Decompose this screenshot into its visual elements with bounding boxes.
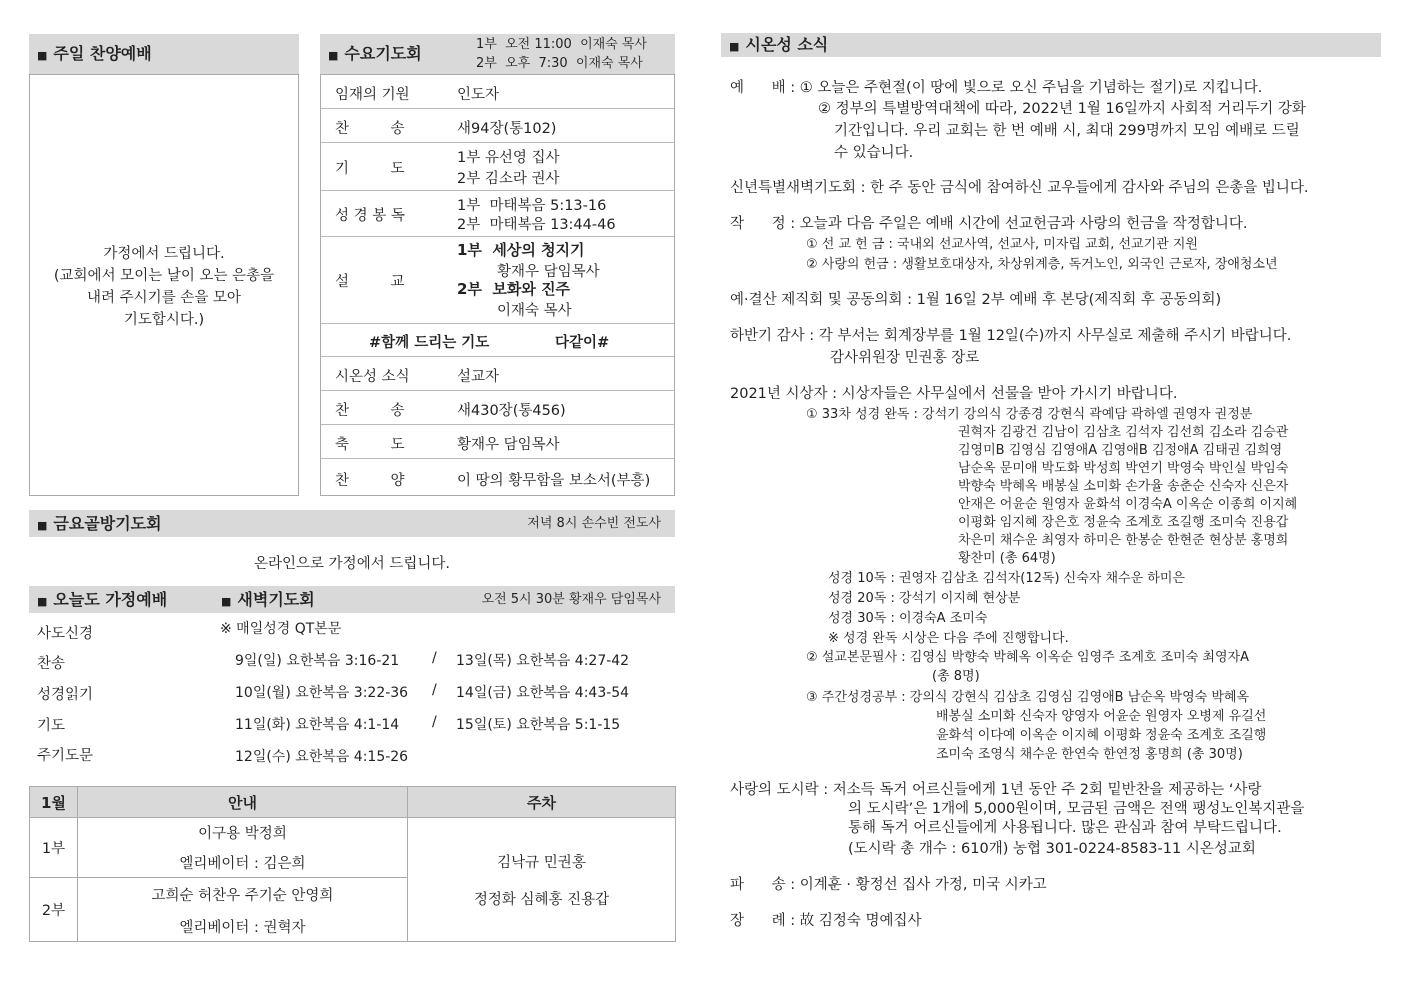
news-line: ① 선 교 헌 금 : 국내외 선교사역, 선교사, 미자립 교회, 선교기관 지원 xyxy=(806,237,1198,252)
sunday-line: (교회에서 모이는 날이 오는 은총을 xyxy=(53,268,275,284)
sunday-title: 주일 찬양예배 xyxy=(53,44,152,63)
news-line: 성경 30독 : 이경숙A 조미숙 xyxy=(828,611,988,626)
wed-row: 찬 송 새94장(통102) xyxy=(321,109,674,143)
wed-row: 찬 양 이 땅의 황무함을 보소서(부흥) xyxy=(335,473,651,489)
news-line: 배봉실 소미화 신숙자 양영자 어윤순 원영자 오병제 유길선 xyxy=(936,709,1267,724)
home-item: 사도신경 xyxy=(37,626,94,642)
news-line: 안재은 어윤순 원영자 윤화석 이경숙A 이옥순 이종희 이지혜 xyxy=(958,497,1298,512)
duty-guide: 이구용 박정희 xyxy=(78,818,408,848)
wed-row: 설 교 1부 세상의 청지기 황재우 담임목사 2부 보화와 진주 이재숙 목사 xyxy=(321,237,674,324)
bullet-square-icon: ■ xyxy=(37,49,48,62)
news-line: 2021년 시상자 : 시상자들은 사무실에서 선물을 받아 가시기 바랍니다. xyxy=(730,386,1178,402)
news-line: ② 설교본문필사 : 김영심 박향숙 박혜옥 이옥순 임영주 조계호 조미숙 최영자A xyxy=(806,650,1249,665)
news-line: 조미숙 조영식 채수운 한연숙 한연정 홍명희 (총 30명) xyxy=(936,747,1243,762)
news-line: 의 도시락’은 1개에 5,000원이며, 모금된 금액은 전액 팽성노인복지관을 xyxy=(848,801,1305,817)
news-line: 신년특별새벽기도회 : 한 주 동안 금식에 참여하신 교우들에게 감사와 주님의 은총을 빕니다. xyxy=(730,180,1309,196)
wed-row: 성 경 봉 독 1부 마태복음 5:13-16 2부 마태복음 13:44-46 xyxy=(321,191,674,237)
friday-leader: 저녁 8시 손수빈 전도사 xyxy=(527,516,661,531)
dawn-note: ※ 매일성경 QT본문 xyxy=(220,621,342,637)
wed-time-1: 1부 오전 11:00 이재숙 목사 xyxy=(476,37,647,52)
news-line: 박향숙 박혜옥 배봉실 소미화 손가율 송춘순 신숙자 신은자 xyxy=(958,479,1289,494)
news-line: 통해 독거 어르신들에게 사용됩니다. 많은 관심과 참여 부탁드립니다. xyxy=(848,820,1282,836)
wed-row: 찬 송 새430장(통456) xyxy=(321,391,674,425)
wed-row: 시온성 소식 설교자 xyxy=(321,357,674,391)
duty-parking: 김낙규 민권홍 정정화 심혜홍 진용갑 xyxy=(408,818,676,942)
home-item: 성경읽기 xyxy=(37,687,94,703)
bullet-square-icon: ■ xyxy=(729,40,740,53)
dawn-leader: 오전 5시 30분 황재우 담임목사 xyxy=(481,592,661,607)
news-line: 황찬미 (총 64명) xyxy=(958,551,1056,566)
news-line: 예 배 : ① 오늘은 주현절(이 땅에 빛으로 오신 주님을 기념하는 절기)로 지킵니다. xyxy=(730,80,1263,96)
news-line: 작 정 : 오늘과 다음 주일은 예배 시간에 선교헌금과 사랑의 헌금을 작정합니다. xyxy=(730,216,1248,232)
dawn-title: 새벽기도회 xyxy=(237,590,315,609)
sunday-line: 가정에서 드립니다. xyxy=(103,246,225,262)
duty-part: 1부 xyxy=(30,818,78,878)
news-line: 파 송 : 이계훈 · 황정선 집사 가정, 미국 시카고 xyxy=(730,877,1047,893)
home-item: 찬송 xyxy=(37,656,66,672)
duty-month-header: 1월 xyxy=(30,787,78,818)
news-line: 예·결산 제직회 및 공동의회 : 1월 16일 2부 예배 후 본당(제직회 후 공동의회) xyxy=(730,292,1222,308)
wed-title: 수요기도회 xyxy=(344,44,422,63)
home-title: 오늘도 가정예배 xyxy=(53,590,168,609)
sunday-line: 내려 주시기를 손을 모아 xyxy=(87,290,241,306)
news-line: (총 8명) xyxy=(932,669,980,684)
sunday-line: 기도합시다.) xyxy=(123,312,205,328)
wed-row-together: #함께 드리는 기도 다같이# xyxy=(321,324,674,357)
news-line: 윤화석 이다예 이옥순 이지혜 이평화 정윤숙 조계호 조길행 xyxy=(936,728,1267,743)
news-line: (도시락 총 개수 : 610개) 농협 301-0224-8583-11 시온성교회 xyxy=(848,841,1256,857)
duty-guide: 고희순 허찬우 주기순 안영희 xyxy=(78,878,408,912)
wed-row: 임재의 기원 인도자 xyxy=(321,75,674,109)
duty-elevator: 엘리베이터 : 권혁자 xyxy=(78,912,408,942)
news-line: 차은미 채수운 최영자 하미은 한봉순 한현준 현상분 홍명희 xyxy=(958,533,1289,548)
news-line: 기간입니다. 우리 교회는 한 번 예배 시, 최대 299명까지 모임 예배로 드릴 xyxy=(834,123,1300,139)
news-line: ③ 주간성경공부 : 강의식 강현식 김삼초 김영심 김영애B 남순옥 박영숙 박혜옥 xyxy=(806,690,1250,705)
wed-row: 기 도 1부 유선영 집사 2부 김소라 권사 xyxy=(321,143,674,191)
news-line: 장 례 : 故 김정숙 명예집사 xyxy=(730,913,922,929)
wed-row: 축 도 황재우 담임목사 xyxy=(321,425,674,459)
duty-guide-header: 안내 xyxy=(78,787,408,818)
news-line: ① 33차 성경 완독 : 강석기 강의식 강종경 강현식 곽예담 곽하엘 권영자 권정분 xyxy=(806,407,1253,422)
news-line: 성경 10독 : 권영자 김삼초 김석자(12독) 신숙자 채수운 하미은 xyxy=(828,571,1185,586)
news-title: 시온성 소식 xyxy=(745,35,829,54)
home-item: 기도 xyxy=(37,718,66,734)
bullet-square-icon: ■ xyxy=(221,595,232,608)
news-line: ② 사랑의 헌금 : 생활보호대상자, 차상위계층, 독거노인, 외국인 근로자, 장애청소년 xyxy=(806,257,1278,272)
news-line: 이평화 임지혜 장은호 정윤숙 조계호 조길행 조미숙 진용갑 xyxy=(958,515,1289,530)
news-line: 사랑의 도시락 : 저소득 독거 어르신들에게 1년 동안 주 2회 밑반찬을 제공하는 ‘사랑 xyxy=(730,782,1262,798)
news-line: 권혁자 김광건 김남이 김삼초 김석자 김선희 김소라 김승관 xyxy=(958,425,1289,440)
wed-time-2: 2부 오후 7:30 이재숙 목사 xyxy=(476,56,643,71)
bullet-square-icon: ■ xyxy=(328,49,339,62)
news-line: 성경 20독 : 강석기 이지혜 현상분 xyxy=(828,591,1021,606)
friday-title: 금요골방기도회 xyxy=(53,514,162,533)
news-line: 남순옥 문미애 박도화 박성희 박연기 박영숙 박인실 박임숙 xyxy=(958,461,1289,476)
news-line: 하반기 감사 : 각 부서는 회계장부를 1월 12일(수)까지 사무실로 제출해 주시기 바랍니다. xyxy=(730,328,1292,344)
bullet-square-icon: ■ xyxy=(37,519,48,532)
duty-parking-header: 주차 xyxy=(408,787,676,818)
news-line: ※ 성경 완독 시상은 다음 주에 진행합니다. xyxy=(828,631,1069,646)
friday-body: 온라인으로 가정에서 드립니다. xyxy=(254,556,450,572)
news-line: 감사위원장 민권홍 장로 xyxy=(830,350,980,366)
duty-part: 2부 xyxy=(30,878,78,942)
news-line: ② 정부의 특별방역대책에 따라, 2022년 1월 16일까지 사회적 거리두기 강화 xyxy=(818,101,1306,117)
duty-elevator: 엘리베이터 : 김은희 xyxy=(78,848,408,878)
news-line: 김영미B 김영심 김영애A 김영애B 김정애A 김태권 김희영 xyxy=(958,443,1283,458)
bullet-square-icon: ■ xyxy=(37,595,48,608)
home-item: 주기도문 xyxy=(37,748,94,764)
news-line: 수 있습니다. xyxy=(834,145,914,161)
